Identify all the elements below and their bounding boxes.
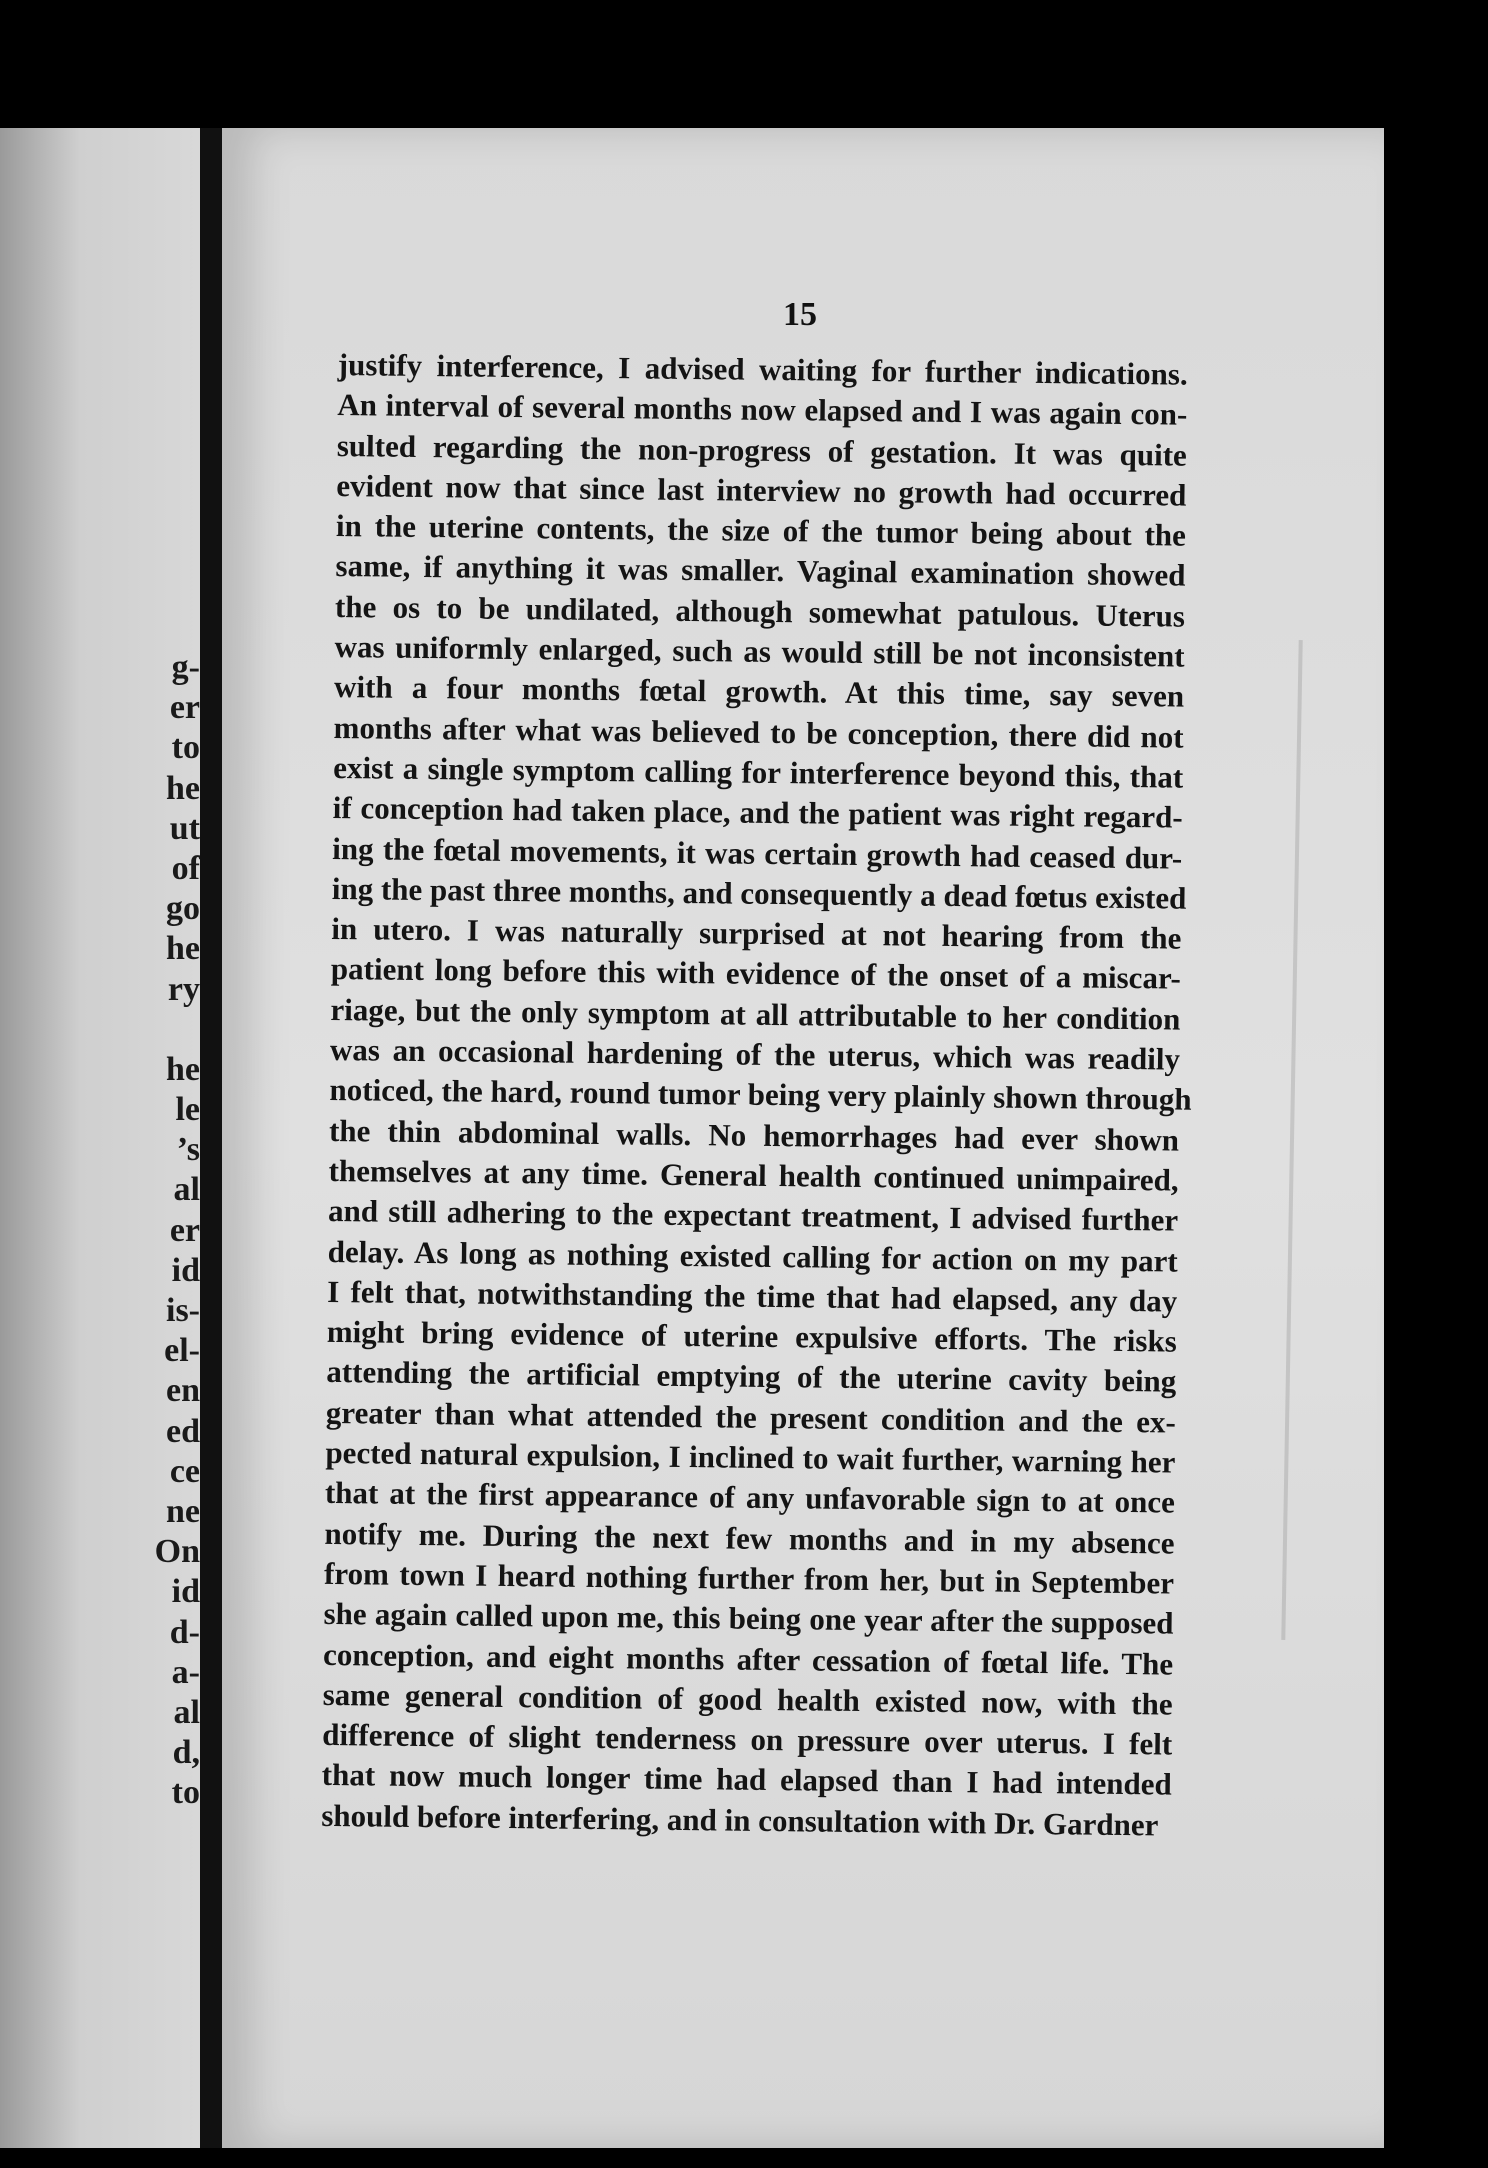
text-line: in the uterine contents, the size of the tumor being about the [335,508,1187,553]
fragment-line: go [166,890,200,928]
fragment-line: g- [171,649,200,686]
facing-page-text-fragments [140,648,200,1813]
text-line: I felt that, notwithstanding the time that had elapsed, any day [327,1273,1178,1319]
text-line: she again called upon me, this being one year after the supposed [323,1596,1174,1641]
text-line: An interval of several months now elapsed and I was again con- [337,387,1188,432]
fragment-line: en [166,1372,200,1410]
text-line: that at the first appearance of any unfavorable sign to at once [324,1475,1176,1520]
text-line: conception, and eight months after cessation of fœtal life. The [322,1636,1174,1682]
fragment-line: id [171,1251,200,1289]
text-line: was an occasional hardening of the uterus, which was readily [329,1032,1181,1077]
text-line: ing the fœtal movements, it was certain growth had ceased dur- [332,830,1183,876]
fragment-line: ne [166,1492,200,1530]
fragment-line: ut [169,809,200,847]
text-line: greater than what attended the present condition and the ex- [325,1394,1177,1440]
fragment-line: he [166,1050,200,1088]
fragment-line: d, [172,1734,200,1772]
fragment-line: ry [167,970,200,1008]
fragment-line: ed [166,1412,200,1450]
fragment-line: a- [171,1653,200,1691]
text-line: if conception had taken place, and the patient was right regard- [332,790,1183,835]
text-line: delay. As long as nothing existed calling for action on my part [327,1233,1178,1279]
text-line: riage, but the only symptom at all attributable to her condition [330,991,1181,1037]
body-text [321,345,1192,1846]
text-line: with a four months fœtal growth. At this time, say seven [333,669,1185,714]
fragment-line: of [171,849,200,887]
text-line: patient long before this with evidence of the onset of a miscar- [330,951,1182,997]
text-line: the os to be undilated, although somewhat patulous. Uterus [334,588,1186,634]
fragment-line: er [169,689,200,727]
text-line: might bring evidence of uterine expulsive efforts. The risks [326,1314,1177,1359]
text-line: same, if anything it was smaller. Vaginal examination showed [335,548,1186,594]
text-line: sulted regarding the non-progress of gestation. It was quite [336,427,1188,473]
fragment-line: al [173,1171,200,1209]
page-number: 15 [783,296,817,333]
fragment-line: he [166,769,200,807]
text-line: the thin abdominal walls. No hemorrhages had ever shown [328,1112,1180,1158]
text-line: pected natural expulsion, I inclined to wait further, warning her [325,1434,1176,1480]
fragment-line: is- [166,1292,200,1329]
text-line: ing the past three months, and consequently a dead fœtus existed [331,870,1187,916]
fragment-line: to [171,729,200,767]
fragment-line: he [166,930,200,968]
facing-page-left [0,128,200,2148]
text-line: from town I heard nothing further from her, but in September [323,1555,1175,1601]
text-line: in utero. I was naturally surprised at not hearing from the [331,911,1182,956]
text-line: themselves at any time. General health continued unimpaired, [328,1152,1179,1198]
text-line: months after what was believed to be conception, there did not [333,709,1184,755]
text-line: noticed, the hard, round tumor being very plainly shown through [329,1072,1192,1118]
fragment-line: er [169,1211,200,1249]
text-line: difference of slight tenderness on pressure over uterus. I felt [322,1717,1173,1762]
fragment-line: el- [164,1332,200,1370]
fragment-line: d- [169,1613,200,1651]
fragment-line: al [173,1693,200,1731]
text-line: same general condition of good health existed now, with the [322,1676,1173,1722]
fragment-line: le [175,1091,200,1129]
text-line: exist a single symptom calling for interference beyond this, that [333,749,1184,795]
text-line: evident now that since last interview no growth had occurred [336,467,1187,513]
fragment-line: ce [169,1452,200,1490]
text-line: notify me. During the next few months and in my absence [324,1515,1175,1561]
text-line: attending the artificial emptying of the uterine cavity being [326,1354,1177,1399]
text-line: was uniformly enlarged, such as would still be not inconsistent [334,629,1185,674]
fragment-line: On [154,1533,200,1571]
text-line: that now much longer time had elapsed than I had intended [321,1757,1172,1802]
text-line: and still adhering to the expectant treatment, I advised further [327,1193,1179,1238]
text-line: should before interfering, and in consultation with Dr. Gardner [321,1797,1159,1843]
fragment-line: ’s [176,1131,200,1169]
fragment-line: to [171,1774,200,1812]
fragment-line: id [171,1573,200,1611]
text-line: justify interference, I advised waiting for further indications. [337,346,1188,392]
fragment-line [140,1010,200,1050]
